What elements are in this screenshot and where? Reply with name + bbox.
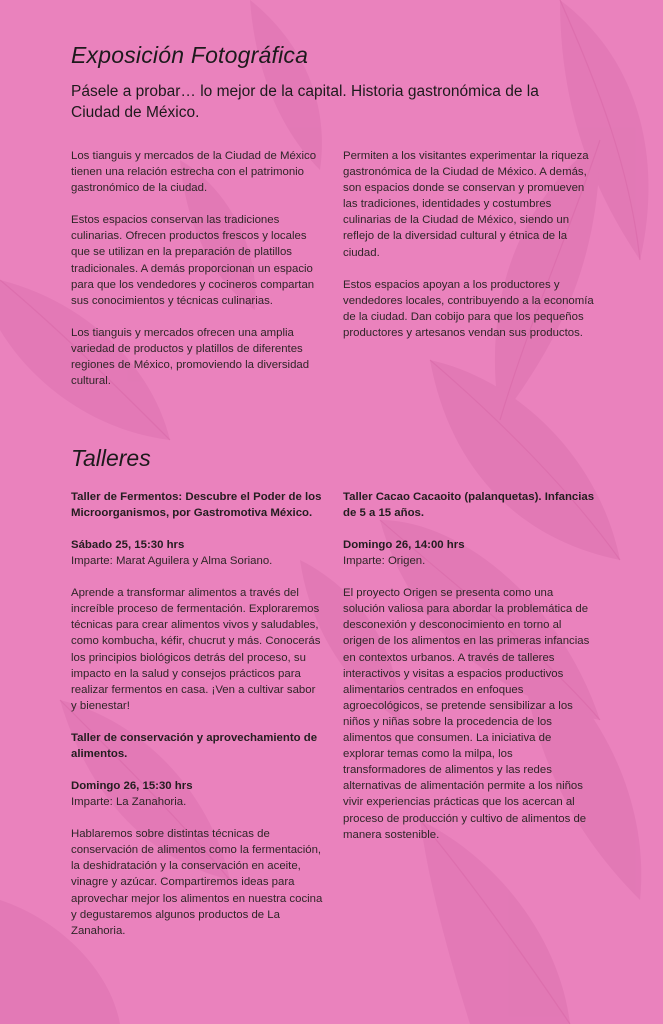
workshop-date: Sábado 25, 15:30 hrs (71, 539, 185, 551)
workshop-title: Taller de conservación y aprovechamiento de alimentos. (71, 731, 318, 760)
workshop-conservacion (71, 730, 323, 939)
workshop-date: Domingo 26, 15:30 hrs (71, 779, 193, 792)
paragraph: Estos espacios apoyan a los productores y vendedores locales, contribuyendo a la economía de la ciudad. Dan cobijo para que los pequeños productores y artesanos vendan sus productos. (343, 278, 594, 339)
workshop-instructor: Imparte: Marat Aguilera y Alma Soriano. (71, 555, 273, 568)
exposicion-right-column (343, 148, 595, 357)
workshop-title: Taller Cacao Cacaoito (palanquetas). Infancias de 5 a 15 años. (343, 491, 595, 519)
exposicion-title: Exposición Fotográfica (71, 42, 309, 68)
workshop-instructor: Imparte: Origen. (343, 555, 426, 568)
workshop-title: Taller de Fermentos: Descubre el Poder de los Microorganismos, por Gastromotiva México. (71, 491, 322, 519)
workshop-description: Aprende a transformar alimentos a través del increíble proceso de fermentación. Exploraremos técnicas para crear alimentos vivos y saludables, como kombucha, kéfir, chucrut y más. Conocerás los principios biológicos detrás del proceso, su impacto en la salud y consejos prácticos para realizar fermentos en casa. ¡Ven a cultivar sabor y bienestar! (71, 587, 321, 712)
workshop-date: Domingo 26, 14:00 hrs (343, 539, 465, 551)
workshop-cacao (343, 489, 595, 843)
paragraph: Estos espacios conservan las tradiciones culinarias. Ofrecen productos frescos y locales que se utilizan en la preparación de platillos tradicionales. A demás proporcionan un espacio para que los vendedores y cocineros compartan sus conocimientos y técnicas culinarias. (71, 214, 315, 307)
talleres-title: Talleres (71, 445, 151, 471)
paragraph: Los tianguis y mercados de la Ciudad de México tienen una relación estrecha con el patrimonio gastronómico de la ciudad. (71, 150, 317, 195)
workshop-instructor: Imparte: La Zanahoria. (71, 796, 187, 809)
talleres-right-column (343, 489, 595, 859)
workshop-fermentos (71, 489, 323, 714)
workshop-description: El proyecto Origen se presenta como una solución valiosa para abordar la problemática de desconexión y desconocimiento en torno al origen de los alimentos en las primeras infancias en contextos urbanos. A través de talleres interactivos y visitas a espacios productivos alimentarios centrados en enfoques agroecológicos, se pretende sensibilizar a los niños y niñas sobre la procedencia de los alimentos que consumen. La iniciativa de explorar temas como la milpa, los transformadores de alimentos y las redes alternativas de alimentación permite a los niños vivir experiencias prácticas que los acercan al proceso de producción y cultivo de alimentos de manera sostenible. (343, 587, 590, 841)
workshop-description: Hablaremos sobre distintas técnicas de conservación de alimentos como la fermentación, la deshidratación y la conservación en aceite, vinagre y azúcar. Compartiremos ideas para aprovechar mejor los alimentos en nuestra cocina y degustaremos algunos productos de La Zanahoria. (71, 828, 323, 937)
talleres-left-column (71, 489, 323, 955)
paragraph: Permiten a los visitantes experimentar la riqueza gastronómica de la Ciudad de México. A demás, son espacios donde se conservan y promueven las tradiciones, identidades y costumbres culinarias de la Ciudad de México, siendo un reflejo de la diversidad cultural y étnica de la ciudad. (343, 150, 589, 259)
exposicion-left-column (71, 148, 321, 405)
paragraph: Los tianguis y mercados ofrecen una amplia variedad de productos y platillos de diferentes regiones de México, promoviendo la diversidad cultural. (71, 326, 310, 388)
exposicion-subtitle: Pásele a probar… lo mejor de la capital. Historia gastronómica de la Ciudad de México. (71, 83, 539, 121)
